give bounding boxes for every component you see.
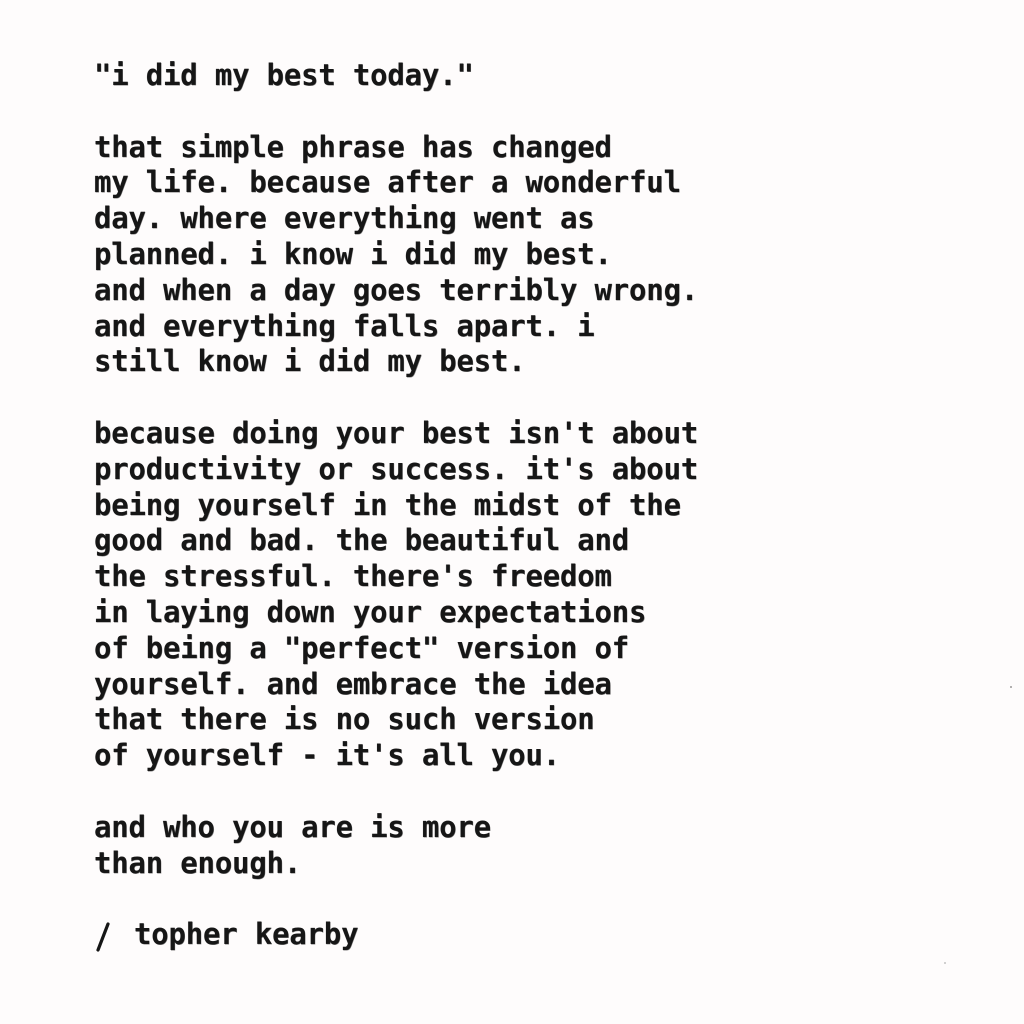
ink-speck [944, 962, 946, 964]
poem-line: of being a "perfect" version of [94, 630, 630, 665]
poem-line: the stressful. there's freedom [94, 559, 612, 594]
poem-line: and everything falls apart. i [94, 308, 595, 343]
slash-mark-icon [94, 922, 112, 952]
poem-line: because doing your best isn't about [94, 415, 699, 450]
poem-line: and when a day goes terribly wrong. [94, 272, 699, 307]
poem-line: of yourself - it's all you. [94, 738, 561, 773]
poem-line: that simple phrase has changed [94, 129, 612, 164]
poem-line: yourself. and embrace the idea [94, 666, 612, 701]
poem-line: being yourself in the midst of the [94, 487, 681, 522]
signature [94, 917, 974, 953]
poem-line: that there is no such version [94, 702, 595, 737]
poem-title-line: "i did my best today." [94, 58, 474, 92]
poem-line: still know i did my best. [94, 344, 526, 379]
poem-line: day. where everything went as [94, 201, 595, 236]
poem-line: than enough. [94, 845, 302, 880]
poem-line: my life. because after a wonderful [94, 165, 681, 200]
poem-line: planned. i know i did my best. [94, 236, 612, 271]
poem-line: good and bad. the beautiful and [94, 523, 630, 558]
ink-speck [1010, 686, 1012, 688]
poem-line: in laying down your expectations [94, 594, 647, 629]
poem-line: productivity or success. it's about [94, 451, 699, 486]
stanza-2 [94, 416, 974, 774]
stanza-1 [94, 130, 974, 381]
poem-line: and who you are is more [94, 809, 491, 844]
poem-text [94, 58, 974, 953]
poem-title-stanza [94, 58, 974, 94]
stanza-3 [94, 810, 974, 882]
author-name: topher kearby [134, 917, 359, 952]
